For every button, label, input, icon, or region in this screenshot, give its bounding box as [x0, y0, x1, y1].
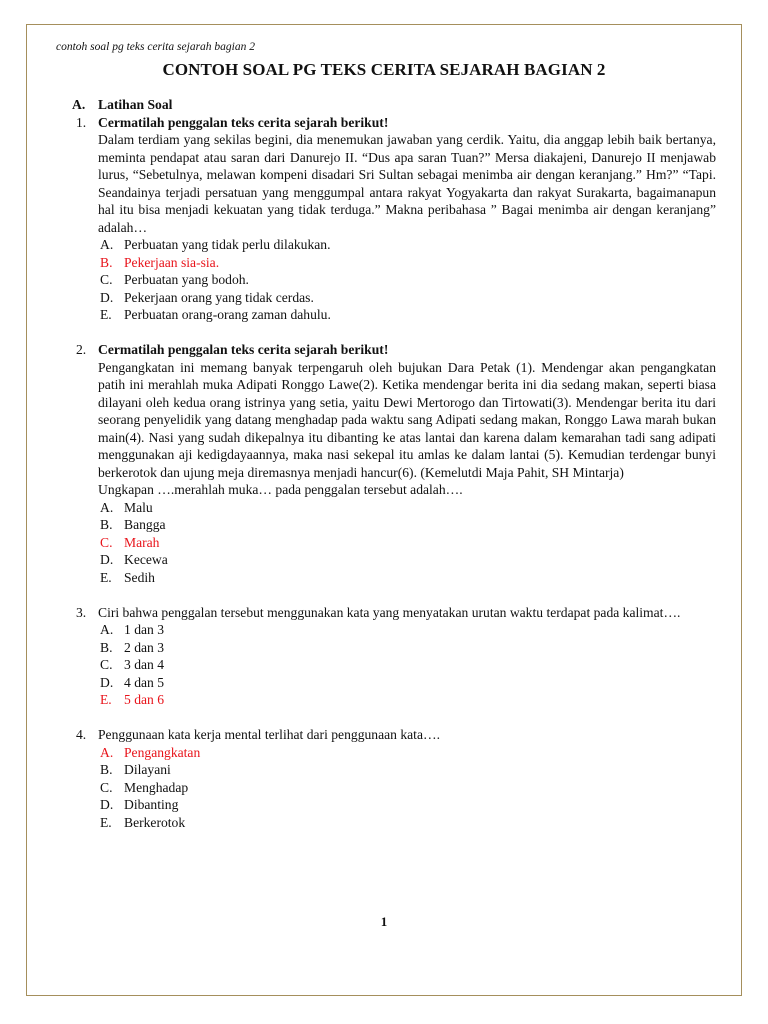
option-text: Marah [124, 534, 160, 550]
section-heading [72, 96, 716, 114]
page-number: 1 [380, 914, 388, 929]
option-text: Sedih [124, 569, 155, 585]
option-text: Bangga [124, 517, 166, 532]
option-e-correct [98, 691, 716, 709]
option-letter: B. [100, 639, 113, 655]
option-d [98, 796, 716, 814]
option-letter: E. [100, 569, 112, 585]
option-letter: A. [100, 622, 114, 637]
option-b-correct [98, 254, 716, 272]
option-b [98, 761, 716, 779]
question-number: 1. [76, 114, 87, 130]
option-text: 5 dan 6 [124, 692, 165, 707]
question-title: Cermatilah penggalan teks cerita sejarah berikut! [98, 342, 389, 357]
option-text: Pekerjaan sia-sia. [124, 254, 220, 270]
option-text: Pekerjaan orang yang tidak cerdas. [124, 289, 314, 305]
section-letter: A. [72, 97, 86, 112]
option-b [98, 639, 716, 657]
option-letter: C. [100, 657, 113, 672]
option-a [98, 621, 716, 639]
option-letter: D. [100, 674, 114, 690]
question-passage: Pengangkatan ini memang banyak terpengaruh oleh bujukan Dara Petak (1). Mendengar akan pengangkatan patih ini merahlah muka Adipati Ronggo Lawe(2). Ketika mendengar berita ini dia sedang makan, seperti biasa dilayani oleh kedua orang istrinya yang setia, yaitu Dewi Mertorogo dan Tirtowati(3). Mendengar berita itu dari seorang penyelidik yang datang menghadap pada waktu sang Adipati sedang makan, Ronggo Lawa marah bukan main(4). Nasi yang sudah dikepalnya itu dibanting ke atas lantai dan karena dalam kemarahan tadi sang adipati menggunakan aji kedigdayaannya, maka nasi sekepal itu amlas ke dalam lantai (5). Kemudian terdengar bunyi berkerotok dan ujung meja diremasnya menjadi hancur(6). (Kemelutdi Maja Pahit, SH Mintarja) [98, 359, 716, 480]
option-letter: C. [100, 779, 113, 795]
question-prompt: Ciri bahwa penggalan tersebut menggunakan kata yang menyatakan urutan waktu terdapat pada kalimat…. [98, 604, 681, 620]
option-text: Malu [124, 499, 153, 515]
option-a [98, 236, 716, 254]
option-e [98, 306, 716, 324]
option-letter: B. [100, 254, 113, 270]
option-letter: B. [100, 517, 113, 532]
option-text: 1 dan 3 [124, 622, 165, 637]
section-label: Latihan Soal [98, 97, 173, 112]
option-d [98, 289, 716, 307]
option-text: Berkerotok [124, 814, 186, 830]
option-text: Menghadap [124, 779, 189, 795]
option-c [98, 779, 716, 797]
question-number: 2. [76, 342, 87, 357]
option-text: Perbuatan orang-orang zaman dahulu. [124, 307, 331, 322]
option-letter: A. [100, 744, 114, 760]
option-letter: E. [100, 692, 112, 707]
option-text: Kecewa [124, 552, 168, 567]
option-c [98, 271, 716, 289]
question-title: Cermatilah penggalan teks cerita sejarah berikut! [98, 114, 389, 130]
question-number: 3. [76, 604, 87, 620]
option-letter: C. [100, 272, 113, 287]
option-letter: A. [100, 499, 114, 515]
option-letter: E. [100, 307, 112, 322]
option-letter: A. [100, 237, 114, 252]
option-text: 2 dan 3 [124, 639, 165, 655]
question-passage: Dalam terdiam yang sekilas begini, dia menemukan jawaban yang cerdik. Yaitu, dia anggap lebih baik bertanya, meminta pendapat atau saran dari Danurejo II. “Dus apa saran Tuan?” Mersa diakajeni, Danurejo II menjawab lurus, “Sebetulnya, melawan kompeni disadari Sri Sultan sebagai menimba air dengan keranjang.” Hm?” “Tapi. Seandainya terjadi persatuan yang menggumpal antara rakyat Yogyakarta dan rakyat Surakarta, bagaimanapun hal itu bisa menjadi kekuatan yang tidak terduga.” Makna peribahasa ” Bagai menimba air dengan keranjang” adalah… [98, 132, 716, 235]
option-letter: D. [100, 289, 114, 305]
option-letter: D. [100, 552, 114, 567]
document-body [72, 96, 716, 831]
question-3 [72, 604, 716, 709]
answer-options [98, 744, 716, 832]
option-text: Dilayani [124, 762, 171, 777]
question-number: 4. [76, 727, 87, 742]
running-header: contoh soal pg teks cerita sejarah bagian 2 [56, 41, 255, 53]
option-letter: B. [100, 762, 113, 777]
option-letter: C. [100, 534, 113, 550]
option-e [98, 569, 716, 587]
option-text: 3 dan 4 [124, 657, 165, 672]
option-a [98, 499, 716, 517]
question-2 [72, 341, 716, 586]
document-title: CONTOH SOAL PG TEKS CERITA SEJARAH BAGIAN 2 [162, 60, 606, 79]
option-d [98, 551, 716, 569]
option-d [98, 674, 716, 692]
option-b [98, 516, 716, 534]
question-prompt: Ungkapan ….merahlah muka… pada penggalan tersebut adalah…. [98, 482, 463, 497]
question-4 [72, 726, 716, 831]
question-1 [72, 114, 716, 324]
answer-options [98, 499, 716, 587]
option-c-correct [98, 534, 716, 552]
question-prompt: Penggunaan kata kerja mental terlihat dari penggunaan kata…. [98, 727, 440, 742]
option-text: Perbuatan yang tidak perlu dilakukan. [124, 237, 331, 252]
option-c [98, 656, 716, 674]
option-text: Pengangkatan [124, 744, 201, 760]
option-text: Dibanting [124, 797, 179, 812]
option-text: Perbuatan yang bodoh. [124, 272, 249, 287]
option-letter: D. [100, 797, 114, 812]
option-letter: E. [100, 814, 112, 830]
option-a-correct [98, 744, 716, 762]
option-text: 4 dan 5 [124, 674, 165, 690]
option-e [98, 814, 716, 832]
answer-options [98, 621, 716, 709]
answer-options [98, 236, 716, 324]
